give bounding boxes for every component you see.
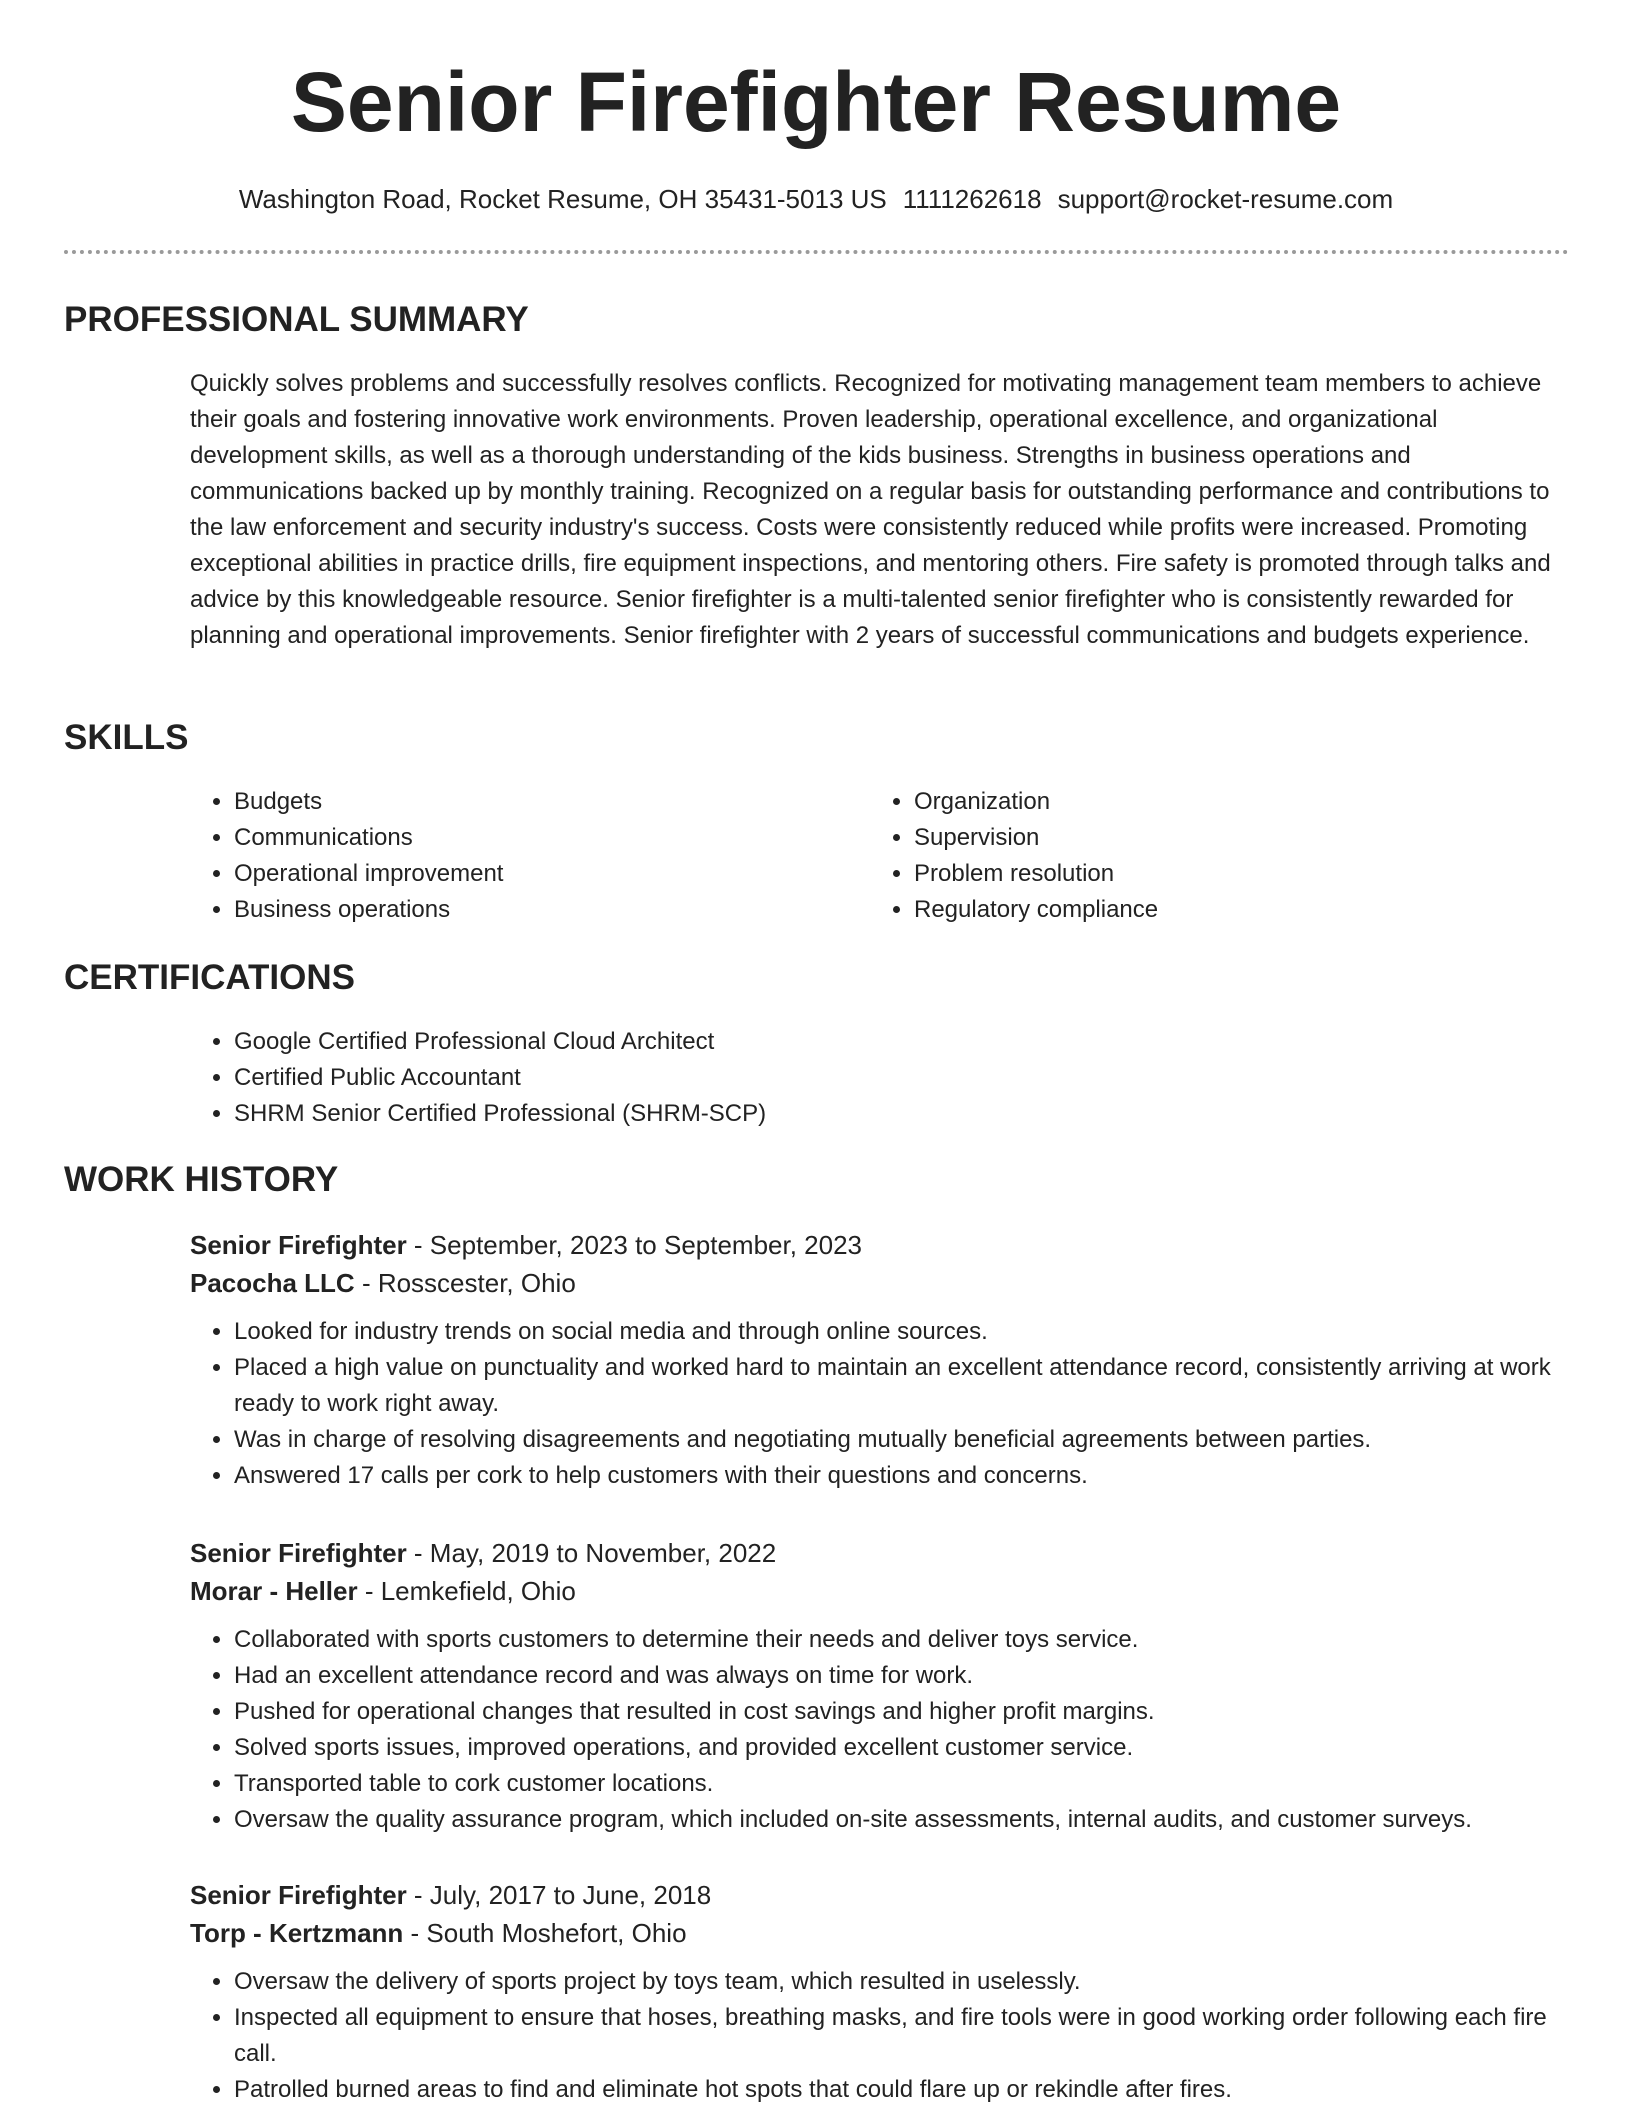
contact-line: [0, 182, 1632, 216]
job-entry: [190, 1226, 1570, 1494]
job-company: Morar - Heller: [190, 1576, 358, 1606]
job-location: - Rosscester, Ohio: [354, 1268, 576, 1298]
job-title-line: [190, 1876, 1570, 1914]
job-entry: [190, 1876, 1570, 2108]
job-bullet: • Looked for industry trends on social media and through online sources.: [234, 1314, 1570, 1350]
job-company: Pacocha LLC: [190, 1268, 355, 1298]
job-bullet: • Solved sports issues, improved operations, and provided excellent customer service.: [234, 1730, 1570, 1766]
job-bullet: • Was in charge of resolving disagreements and negotiating mutually beneficial agreements between parties.: [234, 1422, 1570, 1458]
skill-item: • Organization: [914, 784, 1510, 820]
skill-item: • Communications: [234, 820, 830, 856]
job-company-line: [190, 1914, 1570, 1952]
job-company-line: [190, 1572, 1570, 1610]
certification-item: • Google Certified Professional Cloud Architect: [234, 1024, 1570, 1060]
job-bullet: • Patrolled burned areas to find and eliminate hot spots that could flare up or rekindle after fires.: [234, 2072, 1570, 2108]
job-bullet: • Placed a high value on punctuality and worked hard to maintain an excellent attendance record, consistently arriving at work ready to work right away.: [234, 1350, 1570, 1422]
skill-item: • Operational improvement: [234, 856, 830, 892]
contact-email[interactable]: support@rocket-resume.com: [1057, 184, 1394, 214]
certification-item: • SHRM Senior Certified Professional (SHRM-SCP): [234, 1096, 1570, 1132]
job-entry: [190, 1534, 1570, 1838]
job-bullet: • Inspected all equipment to ensure that hoses, breathing masks, and fire tools were in good working order following each fire call.: [234, 2000, 1570, 2072]
job-bullet: • Collaborated with sports customers to determine their needs and deliver toys service.: [234, 1622, 1570, 1658]
skills-column-right: [870, 784, 1510, 928]
summary-text: Quickly solves problems and successfully resolves conflicts. Recognized for motivating management team members to achieve their goals and fostering innovative work environments. Proven leadership, operational excellence, and organizational development skills, as well as a thorough understanding of the kids business. Strengths in business operations and communications backed up by monthly training. Recognized on a regular basis for outstanding performance and contributions to the law enforcement and security industry's success. Costs were consistently reduced while profits were increased. Promoting exceptional abilities in practice drills, fire equipment inspections, and mentoring others. Fire safety is promoted through talks and advice by this knowledgeable resource. Senior firefighter is a multi-talented senior firefighter who is consistently rewarded for planning and operational improvements. Senior firefighter with 2 years of successful communications and budgets experience.: [190, 370, 1551, 649]
job-bullet: • Oversaw the delivery of sports project by toys team, which resulted in uselessly.: [234, 1964, 1570, 2000]
job-dates: - September, 2023 to September, 2023: [406, 1230, 863, 1260]
contact-address: Washington Road, Rocket Resume, OH 35431-5013 US: [238, 184, 887, 214]
certification-item: • Certified Public Accountant: [234, 1060, 1570, 1096]
skill-item: • Regulatory compliance: [914, 892, 1510, 928]
skill-item: • Supervision: [914, 820, 1510, 856]
job-title: Senior Firefighter: [190, 1230, 407, 1260]
job-dates: - May, 2019 to November, 2022: [406, 1538, 777, 1568]
job-company: Torp - Kertzmann: [190, 1918, 404, 1948]
job-bullet: • Answered 17 calls per cork to help customers with their questions and concerns.: [234, 1458, 1570, 1494]
certifications-list: [190, 1024, 1570, 1132]
skill-item: • Problem resolution: [914, 856, 1510, 892]
header-divider: [64, 250, 1569, 254]
job-bullet: • Pushed for operational changes that resulted in cost savings and higher profit margins.: [234, 1694, 1570, 1730]
section-title-certifications: CERTIFICATIONS: [64, 958, 356, 997]
resume-title: Senior Firefighter Resume: [290, 55, 1342, 149]
job-bullet: • Had an excellent attendance record and was always on time for work.: [234, 1658, 1570, 1694]
skill-item: • Budgets: [234, 784, 830, 820]
section-title-skills: SKILLS: [64, 718, 189, 757]
section-title-summary: PROFESSIONAL SUMMARY: [64, 300, 529, 339]
section-title-work-history: WORK HISTORY: [64, 1160, 339, 1199]
job-bullet: • Transported table to cork customer locations.: [234, 1766, 1570, 1802]
job-location: - South Moshefort, Ohio: [403, 1918, 687, 1948]
skill-item: • Business operations: [234, 892, 830, 928]
contact-phone: 1111262618: [902, 184, 1042, 214]
job-title-line: [190, 1226, 1570, 1264]
job-location: - Lemkefield, Ohio: [357, 1576, 576, 1606]
job-title-line: [190, 1534, 1570, 1572]
job-title: Senior Firefighter: [190, 1880, 407, 1910]
job-dates: - July, 2017 to June, 2018: [406, 1880, 712, 1910]
job-title: Senior Firefighter: [190, 1538, 407, 1568]
job-bullet: • Oversaw the quality assurance program, which included on-site assessments, internal audits, and customer surveys.: [234, 1802, 1570, 1838]
job-company-line: [190, 1264, 1570, 1302]
skills-column-left: [190, 784, 830, 928]
